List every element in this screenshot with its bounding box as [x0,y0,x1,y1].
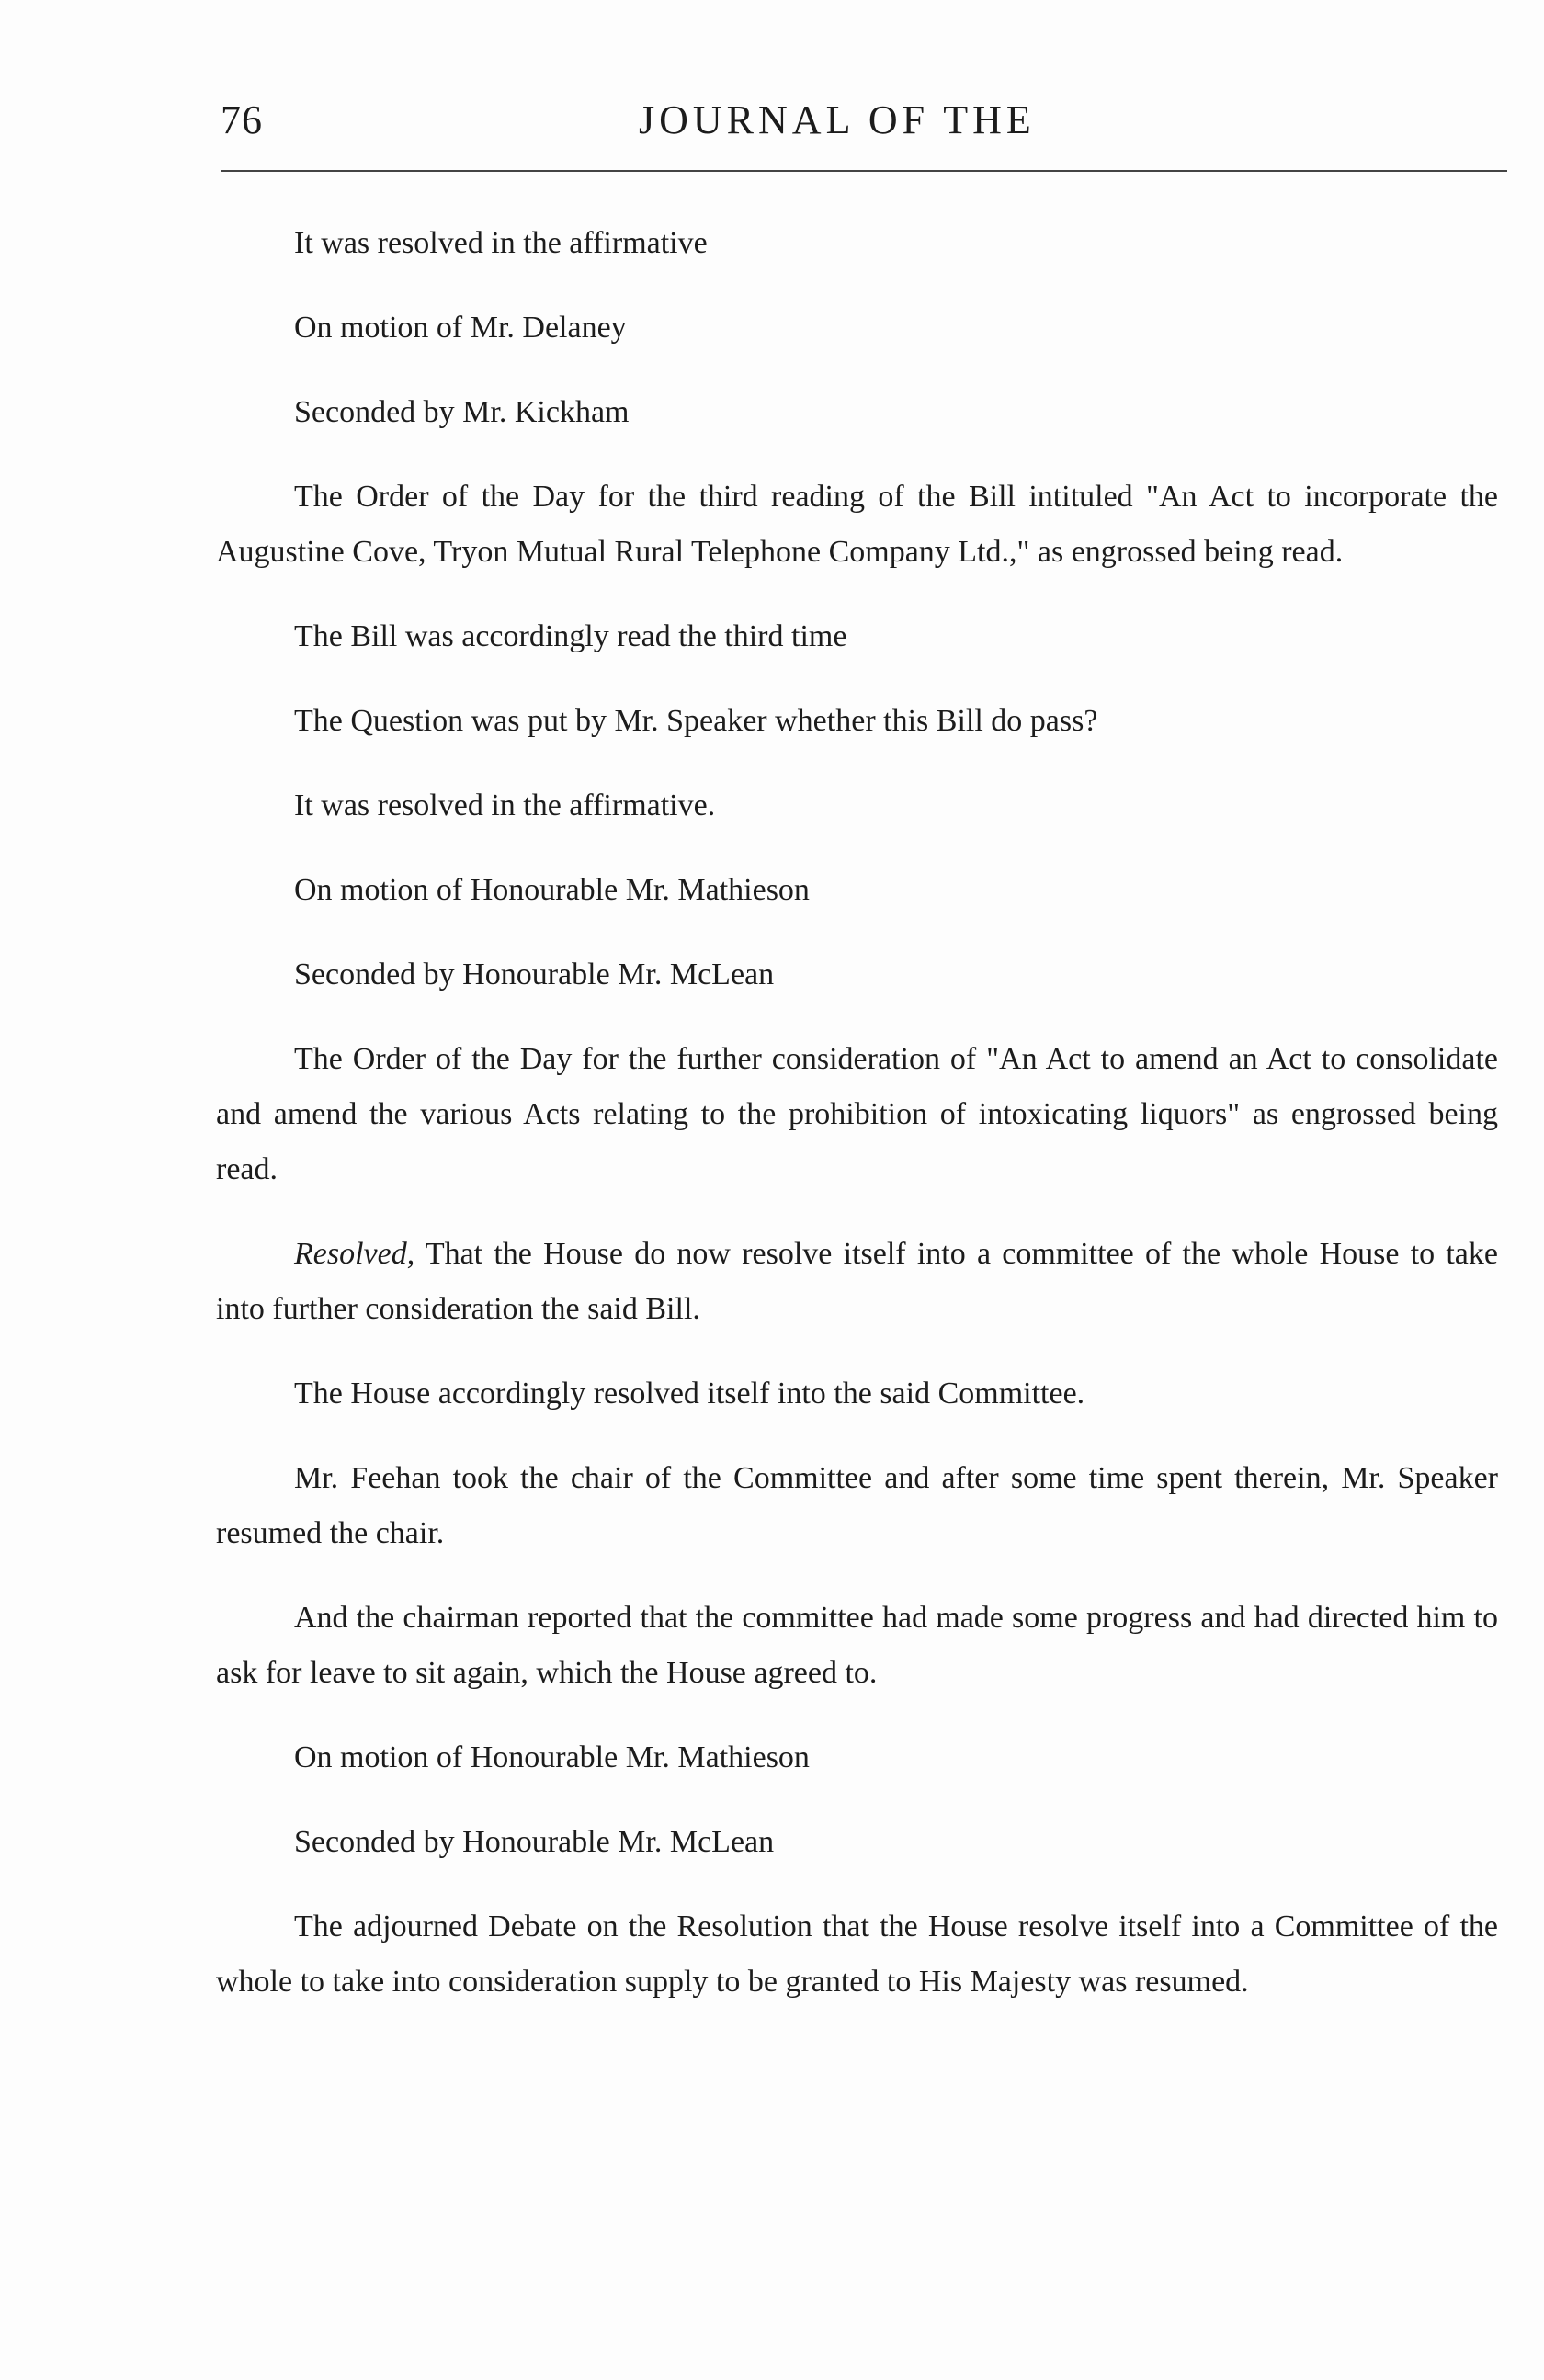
journal-body [216,216,1498,2039]
paragraph: It was resolved in the affirmative. [294,788,716,822]
paragraph: The adjourned Debate on the Resolution that the House resolve itself into a Committee of the whole to take into consideration supply to be granted to His Majesty was resumed. [216,1910,1498,1999]
paragraph: It was resolved in the affirmative [294,226,708,260]
paragraph: The Question was put by Mr. Speaker whether this Bill do pass? [294,704,1098,738]
running-head: JOURNAL OF THE [639,97,1036,142]
page-header [221,87,1507,161]
resolution-paragraph [216,1227,1498,1337]
paragraph: The Order of the Day for the further consideration of "An Act to amend an Act to consolidate and amend the various Acts relating to the prohibition of intoxicating liquors" as engrossed being read. [216,1042,1498,1186]
paragraph: The Order of the Day for the third reading of the Bill intituled "An Act to incorporate the Augustine Cove, Tryon Mutual Rural Telephone Company Ltd.," as engrossed being read. [216,480,1498,569]
paragraph: On motion of Honourable Mr. Mathieson [294,1740,810,1774]
paragraph: Seconded by Mr. Kickham [294,395,630,429]
paragraph: And the chairman reported that the committee had made some progress and had directed him to ask for leave to sit again, which the House agreed to. [216,1601,1498,1690]
paragraph: Seconded by Honourable Mr. McLean [294,1825,775,1859]
paragraph: The House accordingly resolved itself into the said Committee. [294,1377,1085,1411]
resolution-text: That the House do now resolve itself into a committee of the whole House to take into further consideration the said Bill. [216,1237,1498,1326]
paragraph: On motion of Mr. Delaney [294,311,627,345]
paragraph: Seconded by Honourable Mr. McLean [294,958,775,992]
paragraph: Mr. Feehan took the chair of the Committee and after some time spent therein, Mr. Speaker resumed the chair. [216,1461,1498,1550]
paragraph: On motion of Honourable Mr. Mathieson [294,873,810,907]
header-rule [221,170,1507,172]
paragraph: The Bill was accordingly read the third time [294,619,847,653]
page-number: 76 [221,97,263,142]
resolved-label: Resolved, [294,1237,415,1271]
